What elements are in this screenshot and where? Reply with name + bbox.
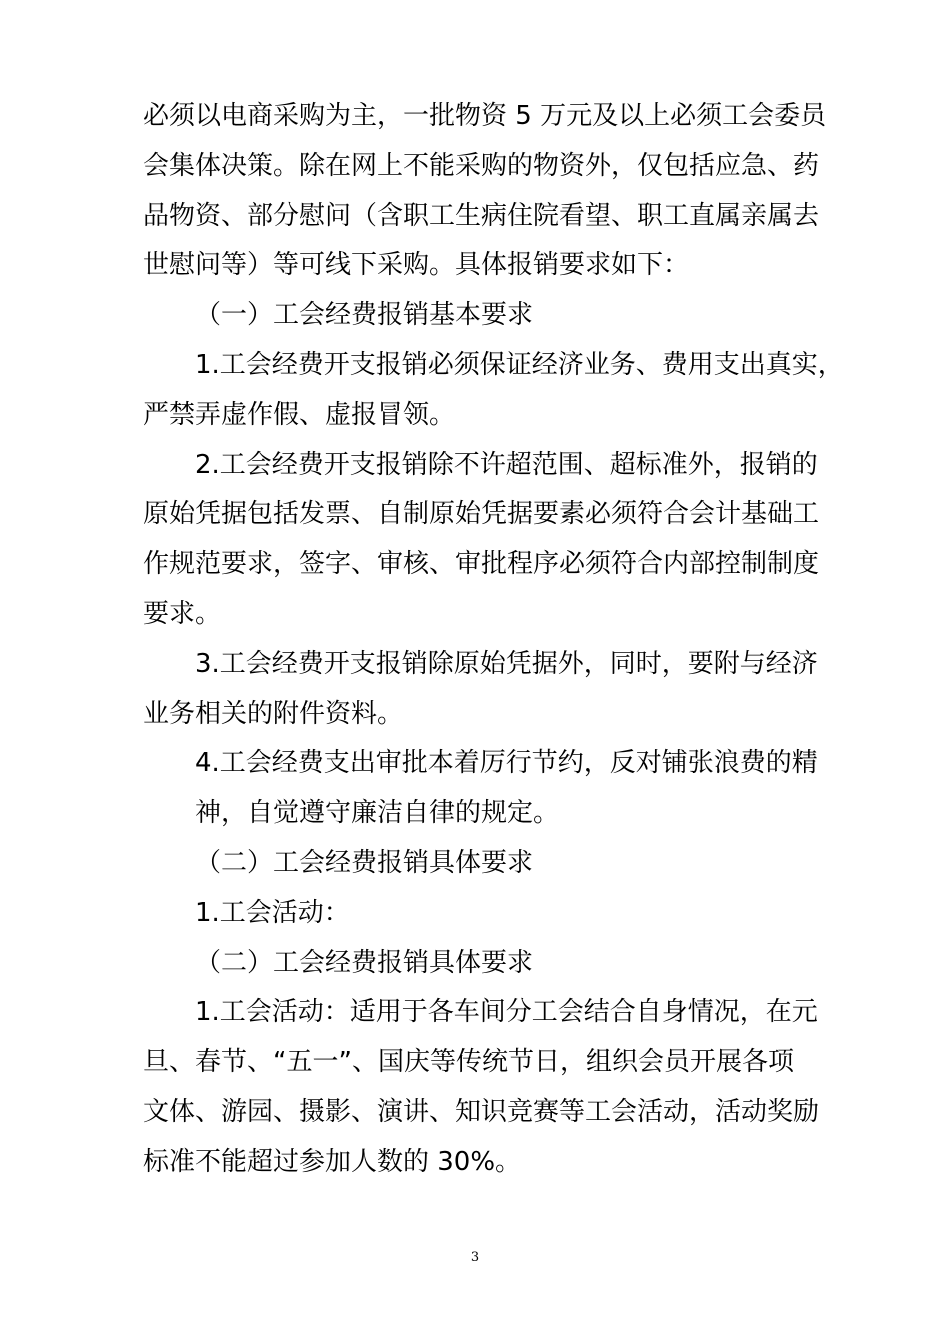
text-line: 原始凭据包括发票、自制原始凭据要素必须符合会计基础工: [143, 499, 820, 530]
text-line: 要求。: [143, 598, 222, 629]
text-line: 品物资、部分慰问（含职工生病住院看望、职工直属亲属去: [143, 200, 820, 231]
text-line: 1.工会活动：: [195, 897, 350, 928]
text-line: 1.工会活动：适用于各车间分工会结合自身情况，在元: [195, 997, 818, 1028]
text-line: （二）工会经费报销具体要求: [195, 947, 534, 978]
text-line: 1.工会经费开支报销必须保证经济业务、费用支出真实，: [195, 349, 844, 380]
text-line: 作规范要求，签字、审核、审批程序必须符合内部控制制度: [143, 549, 820, 580]
text-line: 必须以电商采购为主，一批物资 5 万元及以上必须工会委员: [143, 101, 827, 131]
text-line: 严禁弄虚作假、虚报冒领。: [143, 399, 456, 430]
body-text: [143, 92, 844, 1188]
text-line: （一）工会经费报销基本要求: [195, 300, 534, 331]
page-number: 3: [470, 1250, 480, 1265]
text-line: 3.工会经费开支报销除原始凭据外，同时，要附与经济: [195, 648, 818, 679]
text-line: 旦、春节、“五一”、国庆等传统节日，组织会员开展各项: [143, 1047, 794, 1078]
text-line: 会集体决策。除在网上不能采购的物资外，仅包括应急、药: [143, 150, 820, 181]
text-line: 业务相关的附件资料。: [143, 698, 404, 729]
text-line: 标准不能超过参加人数的 30%。: [143, 1146, 522, 1177]
text-line: 文体、游园、摄影、演讲、知识竞赛等工会活动，活动奖励: [143, 1096, 820, 1127]
text-line: 神，自觉遵守廉洁自律的规定。: [195, 798, 560, 829]
text-line: 2.工会经费开支报销除不许超范围、超标准外，报销的: [195, 449, 818, 480]
text-line: 世慰问等）等可线下采购。具体报销要求如下：: [143, 250, 690, 281]
text-line: 4.工会经费支出审批本着厉行节约，反对铺张浪费的精: [195, 748, 818, 779]
text-line: （二）工会经费报销具体要求: [195, 847, 534, 878]
